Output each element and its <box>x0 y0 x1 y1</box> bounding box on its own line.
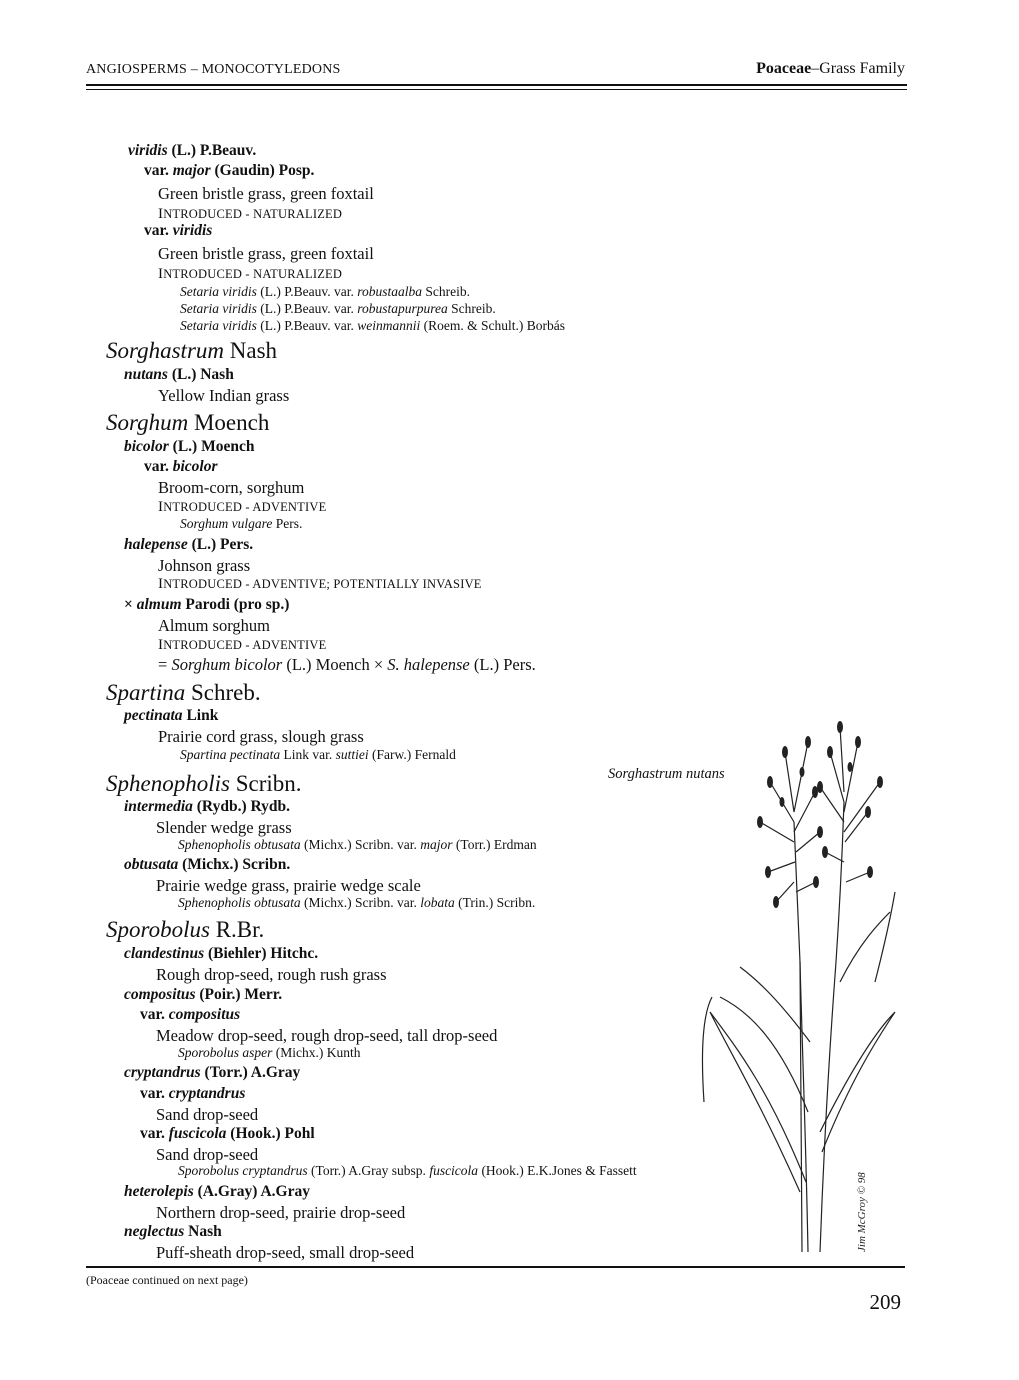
common-name: Johnson grass <box>158 556 251 575</box>
taxon-name: compositus (Poir.) Merr. <box>124 986 283 1003</box>
header-rule-top <box>86 84 907 86</box>
taxon-name: heterolepis (A.Gray) A.Gray <box>124 1183 310 1200</box>
taxon-name: obtusata (Michx.) Scribn. <box>124 856 291 873</box>
synonym: Sporobolus cryptandrus (Torr.) A.Gray subsp. fuscicola (Hook.) E.K.Jones & Fassett <box>178 1163 637 1178</box>
common-name: Green bristle grass, green foxtail <box>158 244 374 263</box>
taxon-name: var. bicolor <box>144 458 218 475</box>
common-name: Slender wedge grass <box>156 818 292 837</box>
genus-heading: Sphenopholis Scribn. <box>106 771 302 796</box>
synonym: Sporobolus asper (Michx.) Kunth <box>178 1045 361 1060</box>
taxon-name: cryptandrus (Torr.) A.Gray <box>124 1064 301 1081</box>
status-line: INTRODUCED - ADVENTIVE <box>158 637 327 653</box>
genus-heading: Sorghastrum Nash <box>106 338 278 363</box>
taxon-name: nutans (L.) Nash <box>124 366 234 383</box>
taxon-name: bicolor (L.) Moench <box>124 438 255 455</box>
page-number: 209 <box>869 1290 901 1314</box>
status-line: INTRODUCED - ADVENTIVE <box>158 499 327 515</box>
running-header-section: ANGIOSPERMS – MONOCOTYLEDONS <box>86 62 341 77</box>
synonym: Spartina pectinata Link var. suttiei (Farw.) Fernald <box>180 747 456 762</box>
common-name: Northern drop-seed, prairie drop-seed <box>156 1203 406 1222</box>
synonym: Setaria viridis (L.) P.Beauv. var. robustapurpurea Schreib. <box>180 301 496 316</box>
common-name: Sand drop-seed <box>156 1145 259 1164</box>
footer-rule <box>86 1266 905 1268</box>
figure-caption: Sorghastrum nutans <box>608 766 725 782</box>
illustrator-signature: Jim McGroy © 98 <box>856 1172 868 1252</box>
taxon-name: intermedia (Rydb.) Rydb. <box>124 798 290 815</box>
common-name: Broom-corn, sorghum <box>158 478 305 497</box>
synonym: Sphenopholis obtusata (Michx.) Scribn. var. major (Torr.) Erdman <box>178 837 537 852</box>
common-name: Green bristle grass, green foxtail <box>158 184 374 203</box>
taxon-name: var. major (Gaudin) Posp. <box>144 162 315 179</box>
synonym: Setaria viridis (L.) P.Beauv. var. weinmannii (Roem. & Schult.) Borbás <box>180 318 565 333</box>
taxon-name: × almum Parodi (pro sp.) <box>124 596 290 613</box>
synonym: Sphenopholis obtusata (Michx.) Scribn. var. lobata (Trin.) Scribn. <box>178 895 536 910</box>
sorghastrum-nutans-illustration <box>690 712 900 1272</box>
taxon-name: var. compositus <box>140 1006 241 1023</box>
genus-heading: Spartina Schreb. <box>106 680 261 705</box>
common-name: = Sorghum bicolor (L.) Moench × S. halepense (L.) Pers. <box>158 655 536 674</box>
common-name: Puff-sheath drop-seed, small drop-seed <box>156 1243 415 1262</box>
taxon-name: viridis (L.) P.Beauv. <box>128 142 257 159</box>
synonym: Setaria viridis (L.) P.Beauv. var. robustaalba Schreib. <box>180 284 470 299</box>
status-line: INTRODUCED - ADVENTIVE; POTENTIALLY INVASIVE <box>158 576 482 592</box>
taxon-name: neglectus Nash <box>124 1223 222 1240</box>
family-common-name: –Grass Family <box>811 60 905 77</box>
running-header-title <box>756 60 905 78</box>
taxon-name: var. viridis <box>144 222 213 239</box>
taxon-name: var. fuscicola (Hook.) Pohl <box>140 1125 315 1142</box>
status-line: INTRODUCED - NATURALIZED <box>158 266 343 282</box>
common-name: Sand drop-seed <box>156 1105 259 1124</box>
taxon-name: halepense (L.) Pers. <box>124 536 254 553</box>
common-name: Almum sorghum <box>158 616 270 635</box>
common-name: Meadow drop-seed, rough drop-seed, tall drop-seed <box>156 1026 498 1045</box>
genus-heading: Sorghum Moench <box>106 410 270 435</box>
continuation-note: (Poaceae continued on next page) <box>86 1273 248 1287</box>
genus-heading: Sporobolus R.Br. <box>106 917 265 942</box>
common-name: Prairie wedge grass, prairie wedge scale <box>156 876 421 895</box>
taxon-name: var. cryptandrus <box>140 1085 246 1102</box>
family-name: Poaceae <box>756 60 812 77</box>
common-name: Rough drop-seed, rough rush grass <box>156 965 387 984</box>
common-name: Prairie cord grass, slough grass <box>158 727 364 746</box>
header-rule-bottom <box>86 89 907 90</box>
synonym: Sorghum vulgare Pers. <box>180 516 303 531</box>
status-line: INTRODUCED - NATURALIZED <box>158 206 343 222</box>
common-name: Yellow Indian grass <box>158 386 290 405</box>
taxon-name: pectinata Link <box>124 707 219 724</box>
taxon-name: clandestinus (Biehler) Hitchc. <box>124 945 319 962</box>
